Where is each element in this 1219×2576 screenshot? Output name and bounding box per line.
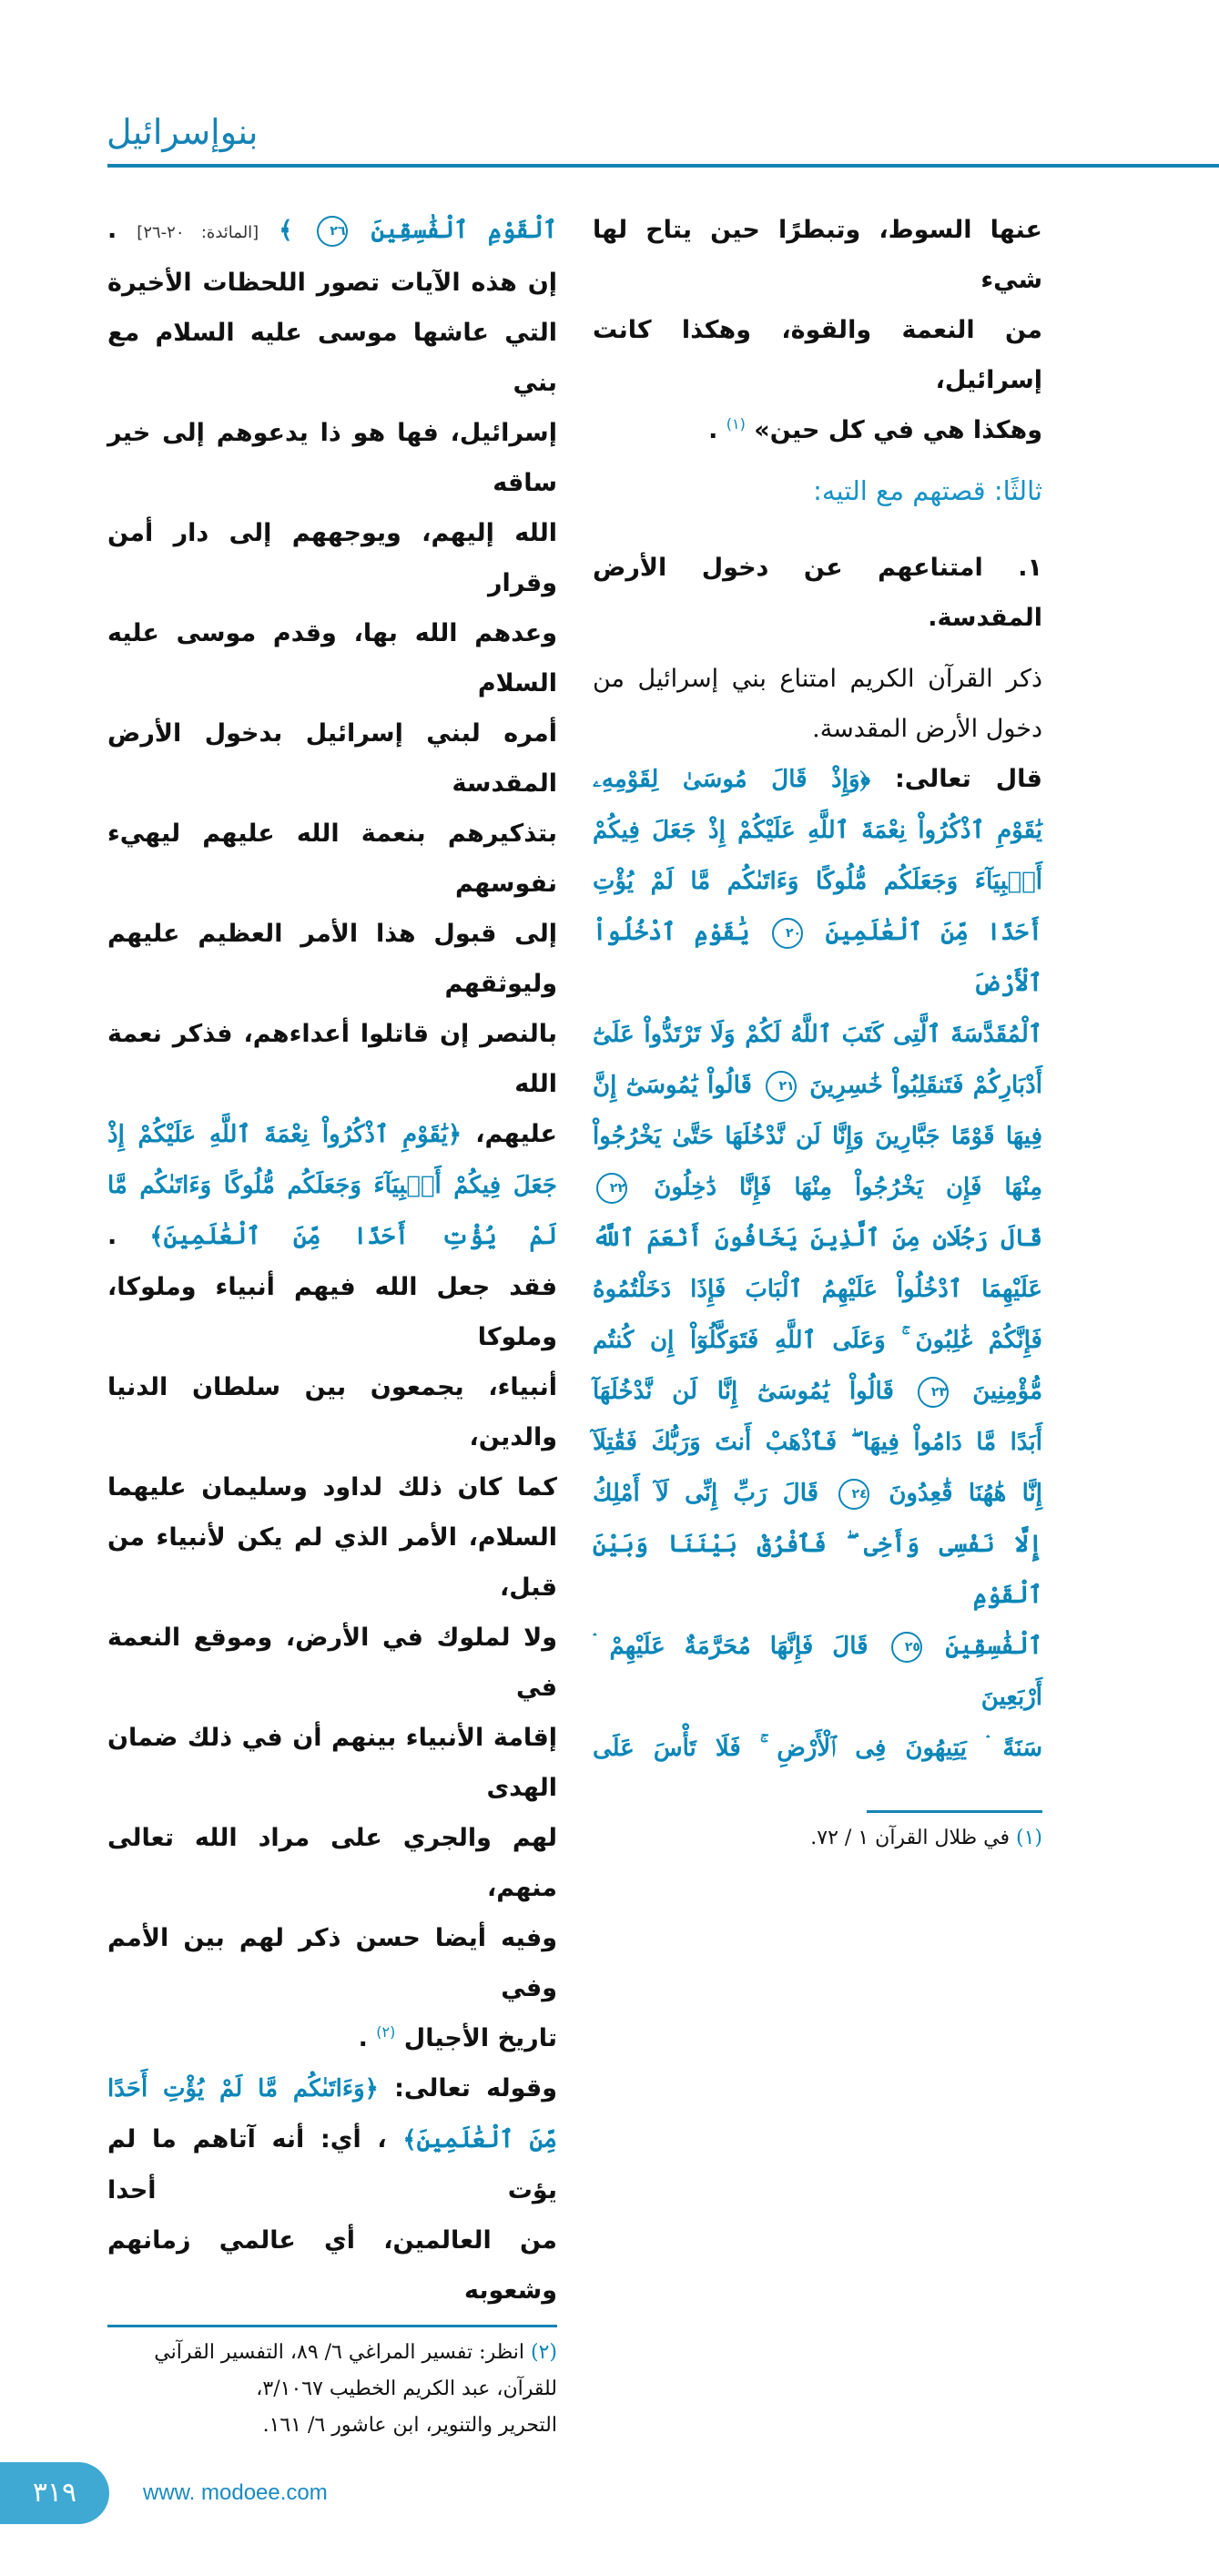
quran-verse-text: جَعَلَ فِيكُمْ أَنۢبِيَآءَ وَجَعَلَكُم مُّلُوكًا وَءَاتَىٰكُم مَّا (107, 1172, 557, 1199)
text-line (593, 907, 1042, 1009)
text-segment: بالنصر إن قاتلوا أعداءهم، فذكر نعمة الله (107, 1020, 557, 1098)
text-line (593, 1519, 1042, 1621)
quran-verse-text: ٱلْقَوْمِ ٱلْفَٰسِقِينَ (371, 217, 558, 244)
text-segment: إسرائيل، فها هو ذا يدعوهم إلى خير ساقه (107, 419, 557, 497)
text-line (593, 593, 1042, 643)
footnote-text: انظر: تفسير المراغي ٦/ ٨٩، التفسير القرآني (154, 2341, 531, 2364)
right-column (593, 205, 1042, 1857)
text-segment: دخول الأرض المقدسة. (812, 715, 1042, 743)
text-line (107, 1713, 557, 1813)
text-segment: . (708, 416, 718, 444)
text-line (593, 543, 1042, 593)
ayah-number-marker: ٢٢ (596, 1173, 627, 1204)
text-line (107, 1362, 557, 1462)
quran-verse-text: فِيهَا قَوْمًا جَبَّارِينَ وَإِنَّا لَن نَّدْخُلَهَا حَتَّىٰ يَخْرُجُواْ (593, 1123, 1042, 1150)
quran-verse-text: أَحَدًا مِّنَ ٱلْعَٰلَمِينَ (825, 919, 1042, 946)
text-segment: وهكذا هي في كل حين» (754, 416, 1042, 444)
quran-verse-text: ﴾ (279, 217, 293, 244)
quran-verse-text: ٱلْفَٰسِقِينَ (945, 1633, 1042, 1660)
quran-verse-text: سَنَةً ۛ يَتِيهُونَ فِى ٱلْأَرْضِ ۚ فَلَا تَأْسَ عَلَى (593, 1735, 1042, 1762)
quran-verse-text: ﴿يَٰقَوْمِ ٱذْكُرُواْ نِعْمَةَ ٱللَّهِ عَلَيْكُمْ إِذْ (107, 1121, 462, 1148)
ayah-number-marker: ٢٦ (317, 216, 348, 247)
text-segment: عنها السوط، وتبطرًا حين يتاح لها شيء (593, 216, 1042, 294)
text-segment: السلام، الأمر الذي لم يكن لأنبياء من قبل، (107, 1523, 557, 1602)
text-segment: وقوله تعالى: (378, 2074, 557, 2103)
footnote-number: (٢) (530, 2341, 557, 2364)
text-segment: كما كان ذلك لداود وسليمان عليهما (107, 1473, 557, 1502)
text-line (107, 1813, 557, 1913)
quran-verse-text: يَٰقَوْمِ ٱذْكُرُواْ نِعْمَةَ ٱللَّهِ عَلَيْكُمْ إِذْ جَعَلَ فِيكُمْ (593, 817, 1042, 844)
text-segment: . (107, 216, 117, 244)
text-line (593, 856, 1042, 907)
text-line (593, 405, 1042, 455)
footnote-text: للقرآن، عبد الكريم الخطيب ٣/١٠٦٧، (256, 2377, 557, 2400)
text-line (593, 1009, 1042, 1060)
website-link[interactable]: www. modoee.com (143, 2480, 328, 2505)
text-segment: إلى قبول هذا الأمر العظيم عليهم وليوثقهم (107, 920, 557, 998)
text-line (593, 1621, 1042, 1723)
text-line (107, 1109, 557, 1160)
text-line (107, 1913, 557, 2013)
text-line (107, 1613, 557, 1713)
text-segment: من النعمة والقوة، وهكذا كانت إسرائيل، (593, 316, 1042, 394)
text-line (107, 708, 557, 809)
quran-verse-text: لَمْ يُؤْتِ أَحَدًا مِّنَ ٱلْعَٰلَمِينَ﴾ (149, 1223, 557, 1250)
page-footer (0, 2462, 1219, 2576)
quran-verse-text: أَدْبَارِكُمْ فَتَنقَلِبُواْ خَٰسِرِينَ (809, 1072, 1042, 1099)
quran-verse-text: قَالُواْ يَٰمُوسَىٰٓ إِنَّا لَن نَّدْخُلَهَآ (593, 1378, 894, 1405)
text-segment: تاريخ الأجيال (403, 2024, 557, 2052)
text-segment: إقامة الأنبياء بينهم أن في ذلك ضمان الهدى (107, 1724, 557, 1802)
text-segment: بتذكيرهم بنعمة الله عليهم ليهيء نفوسهم (107, 820, 557, 898)
text-line (107, 2063, 557, 2114)
quran-verse-text: إِلَّا نَفْسِى وَأَخِى ۖ فَٱفْرُقْ بَيْنَنَا وَبَيْنَ ٱلْقَوْمِ (593, 1531, 1042, 1609)
text-line (107, 1262, 557, 1362)
quran-verse-text: فَإِنَّكُمْ غَٰلِبُونَ ۚ وَعَلَى ٱللَّهِ فَتَوَكَّلُوٓاْ إِن كُنتُم (593, 1327, 1042, 1354)
text-line (107, 2013, 557, 2063)
text-segment: . (358, 2024, 368, 2052)
text-line (593, 1060, 1042, 1111)
page-number: ٣١٩ (32, 2477, 77, 2509)
ayah-number-marker: ٢٤ (838, 1479, 869, 1510)
text-segment: إن هذه الآيات تصور اللحظات الأخيرة (107, 269, 557, 297)
text-line (107, 608, 557, 708)
quran-verse-text: قَالَ فَإِنَّهَا مُحَرَّمَةٌ عَلَيْهِمْ ۛ أَرْبَعِينَ (593, 1633, 1042, 1711)
quran-verse-text: عَلَيْهِمَا ٱدْخُلُواْ عَلَيْهِمُ ٱلْبَابَ فَإِذَا دَخَلْتُمُوهُ (593, 1276, 1042, 1303)
text-line (107, 2215, 557, 2316)
left-column (107, 205, 557, 2444)
quran-verse-text: إِنَّا هَٰهُنَا قَٰعِدُونَ (889, 1480, 1043, 1507)
text-segment: ذكر القرآن الكريم امتناع بني إسرائيل من (593, 665, 1042, 693)
text-line (593, 1723, 1042, 1774)
text-line (593, 1162, 1042, 1213)
text-line (107, 1512, 557, 1613)
text-line (107, 2114, 557, 2215)
text-segment: لهم والجري على مراد الله تعالى منهم، (107, 1824, 557, 1902)
footnote (107, 2408, 557, 2444)
quran-verse-text: قَالَ رَبِّ إِنِّى لَآ أَمْلِكُ (593, 1480, 819, 1507)
quran-verse-text: أَنۢبِيَآءَ وَجَعَلَكُم مُّلُوكًا وَءَاتَىٰكُم مَّا لَمْ يُؤْتِ (593, 868, 1042, 895)
text-line (593, 805, 1042, 856)
quran-verse-text: يَٰقَوْمِ ٱدْخُلُواْ ٱلْأَرْضَ (593, 919, 1042, 997)
text-segment: [المائدة: ٢٠-٢٦] (137, 223, 259, 242)
text-segment: ١. امتناعهم عن دخول الأرض (593, 554, 1042, 582)
text-line (107, 909, 557, 1009)
text-segment: ولا لملوك في الأرض، وموقع النعمة في (107, 1624, 557, 1702)
quran-verse-text: ﴿وَءَاتَىٰكُم مَّا لَمْ يُؤْتِ أَحَدًا (107, 2075, 379, 2103)
text-line (593, 205, 1042, 305)
text-line (593, 1468, 1042, 1519)
footnote (107, 2371, 557, 2408)
ayah-number-marker: ٢٠ (772, 918, 803, 949)
text-segment: قال تعالى: (870, 765, 1042, 793)
text-line (593, 1213, 1042, 1264)
text-line (107, 1009, 557, 1109)
footnote (107, 2335, 557, 2371)
text-segment: . (107, 1222, 117, 1250)
footnote (593, 1820, 1042, 1857)
quran-verse-text: ﴿وَإِذْ قَالَ مُوسَىٰ لِقَوْمِهِۦ (593, 766, 871, 793)
text-line (593, 466, 1042, 517)
text-line (107, 408, 557, 508)
text-line (593, 1264, 1042, 1315)
page-body (0, 205, 1219, 2444)
text-line (107, 205, 557, 258)
text-line (593, 1315, 1042, 1366)
text-line (107, 508, 557, 608)
quran-verse-text: قَالَ رَجُلَانِ مِنَ ٱلَّذِينَ يَخَافُونَ أَنْعَمَ ٱللَّهُ (593, 1225, 1042, 1252)
quran-verse-text: مِنْهَا فَإِن يَخْرُجُواْ مِنْهَا فَإِنَّا دَٰخِلُونَ (654, 1174, 1042, 1201)
quran-verse-text: أَبَدًا مَّا دَامُواْ فِيهَا ۖ فَٱذْهَبْ أَنتَ وَرَبُّكَ فَقَٰتِلَآ (593, 1429, 1042, 1456)
footnote-number: (١) (1015, 1827, 1042, 1849)
text-segment: من العالمين، أي عالمي زمانهم وشعوبه (107, 2226, 557, 2305)
text-segment: عليهم، (462, 1120, 557, 1148)
footnote-reference[interactable]: (١) (726, 415, 746, 433)
text-segment: أمره لبني إسرائيل بدخول الأرض المقدسة (107, 719, 557, 798)
ayah-number-marker: ٢١ (766, 1071, 797, 1102)
quran-verse-text: ٱلْمُقَدَّسَةَ ٱلَّتِى كَتَبَ ٱللَّهُ لَكُمْ وَلَا تَرْتَدُّواْ عَلَىٰٓ (593, 1021, 1042, 1048)
text-line (107, 1160, 557, 1211)
text-line (593, 1366, 1042, 1417)
footnote-text: التحرير والتنوير، ابن عاشور ٦/ ١٦١. (262, 2414, 557, 2437)
text-segment: فقد جعل الله فيهم أنبياء وملوكا، وملوكا (107, 1273, 557, 1351)
text-line (107, 258, 557, 308)
text-line (593, 654, 1042, 704)
quran-verse-text: مُّؤْمِنِينَ (972, 1378, 1043, 1405)
text-line (107, 1211, 557, 1262)
footnote-separator (867, 1810, 1042, 1813)
footnote-separator (107, 2325, 557, 2327)
running-header-title: بنوإسرائيل (107, 112, 259, 152)
page-header (0, 0, 1219, 205)
page-number-badge (0, 2462, 109, 2524)
text-line (107, 308, 557, 408)
text-line (593, 1111, 1042, 1162)
text-line (107, 809, 557, 909)
ayah-number-marker: ٢٣ (918, 1377, 949, 1408)
text-segment: الله إليهم، ويوجههم إلى دار أمن وقرار (107, 519, 557, 597)
ayah-number-marker: ٢٥ (891, 1632, 922, 1663)
text-line (593, 305, 1042, 405)
text-segment: ، أي: أنه آتاهم ما لم يؤت أحدا (107, 2125, 557, 2204)
text-line (593, 704, 1042, 754)
text-segment: التي عاشها موسى عليه السلام مع بني (107, 319, 557, 397)
text-segment: أنبياء، يجمعون بين سلطان الدنيا والدين، (107, 1373, 557, 1451)
text-line (593, 1417, 1042, 1468)
text-line (107, 1462, 557, 1512)
text-line (593, 754, 1042, 805)
footnote-text: في ظلال القرآن ١ / ٧٢. (810, 1827, 1016, 1849)
quran-verse-text: قَالُواْ يَٰمُوسَىٰٓ إِنَّ (593, 1072, 752, 1099)
text-segment: وفيه أيضا حسن ذكر لهم بين الأمم وفي (107, 1924, 557, 2002)
quran-verse-text: مِّنَ ٱلْعَٰلَمِينَ﴾ (402, 2126, 557, 2153)
header-divider (107, 164, 1219, 168)
text-segment: وعدهم الله بها، وقدم موسى عليه السلام (107, 619, 557, 697)
text-segment: ثالثًا: قصتهم مع التيه: (813, 475, 1042, 506)
text-segment: المقدسة. (928, 604, 1042, 632)
footnote-reference[interactable]: (٢) (376, 2023, 396, 2041)
